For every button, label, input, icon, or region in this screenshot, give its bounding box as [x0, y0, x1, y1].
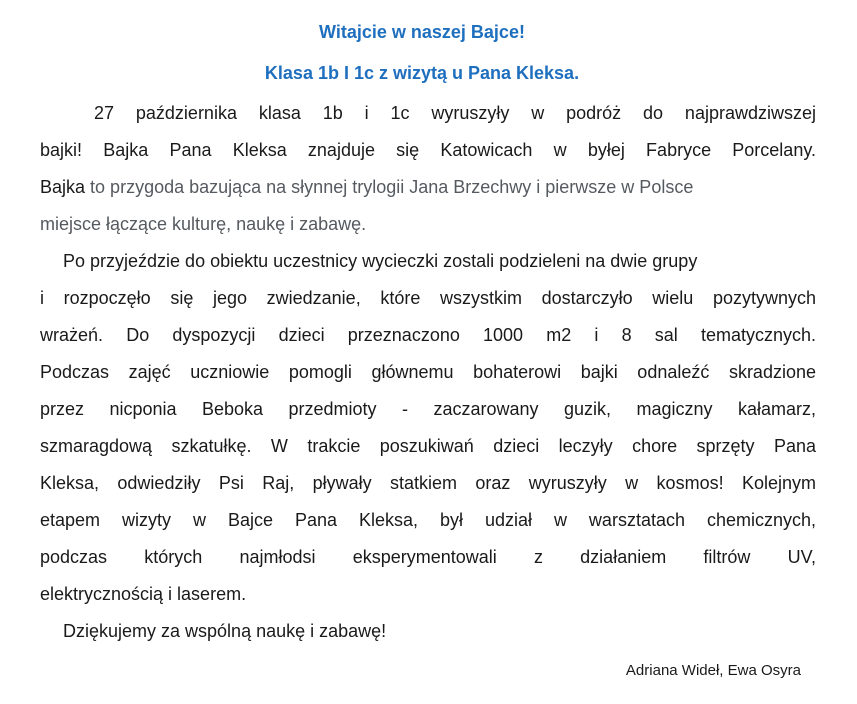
paragraph-line: 27 października klasa 1b i 1c wyruszyły w podróż do najprawdziwszej: [94, 103, 816, 123]
paragraph-text: Bajka: [40, 177, 86, 197]
paragraph-line: Kleksa, odwiedziły Psi Raj, pływały statkiem oraz wyruszyły w kosmos! Kolejnym: [40, 473, 816, 493]
paragraph-line: przez nicponia Beboka przedmioty - zaczarowany guzik, magiczny kałamarz,: [40, 399, 816, 419]
document-title: Witajcie w naszej Bajce!: [319, 22, 525, 42]
paragraph-line: podczas których najmłodsi eksperymentowali z działaniem filtrów UV,: [40, 547, 816, 567]
document-subtitle: Klasa 1b I 1c z wizytą u Pana Kleksa.: [264, 63, 580, 83]
paragraph-text-gray: to przygoda bazująca na słynnej trylogii Jana Brzechwy i pierwsze w Polsce: [90, 177, 694, 197]
paragraph-line: Po przyjeździe do obiektu uczestnicy wycieczki zostali podzieleni na dwie grupy: [63, 251, 698, 271]
closing-line: Dziękujemy za wspólną naukę i zabawę!: [63, 621, 387, 641]
paragraph-line: wrażeń. Do dyspozycji dzieci przeznaczono 1000 m2 i 8 sal tematycznych.: [40, 325, 816, 345]
paragraph-line: Podczas zajęć uczniowie pomogli głównemu bohaterowi bajki odnaleźć skradzione: [40, 362, 816, 382]
signature: Adriana Wideł, Ewa Osyra: [625, 662, 801, 679]
paragraph-line: miejsce łączące kulturę, naukę i zabawę.: [40, 214, 367, 234]
paragraph-line: bajki! Bajka Pana Kleksa znajduje się Katowicach w byłej Fabryce Porcelany.: [40, 140, 816, 160]
paragraph-line: elektrycznością i laserem.: [40, 584, 247, 604]
paragraph-line: i rozpoczęło się jego zwiedzanie, które wszystkim dostarczyło wielu pozytywnych: [40, 288, 816, 308]
paragraph-line: szmaragdową szkatułkę. W trakcie poszukiwań dzieci leczyły chore sprzęty Pana: [40, 436, 816, 456]
paragraph-line: [40, 175, 816, 199]
paragraph-line: etapem wizyty w Bajce Pana Kleksa, był udział w warsztatach chemicznych,: [40, 510, 816, 530]
